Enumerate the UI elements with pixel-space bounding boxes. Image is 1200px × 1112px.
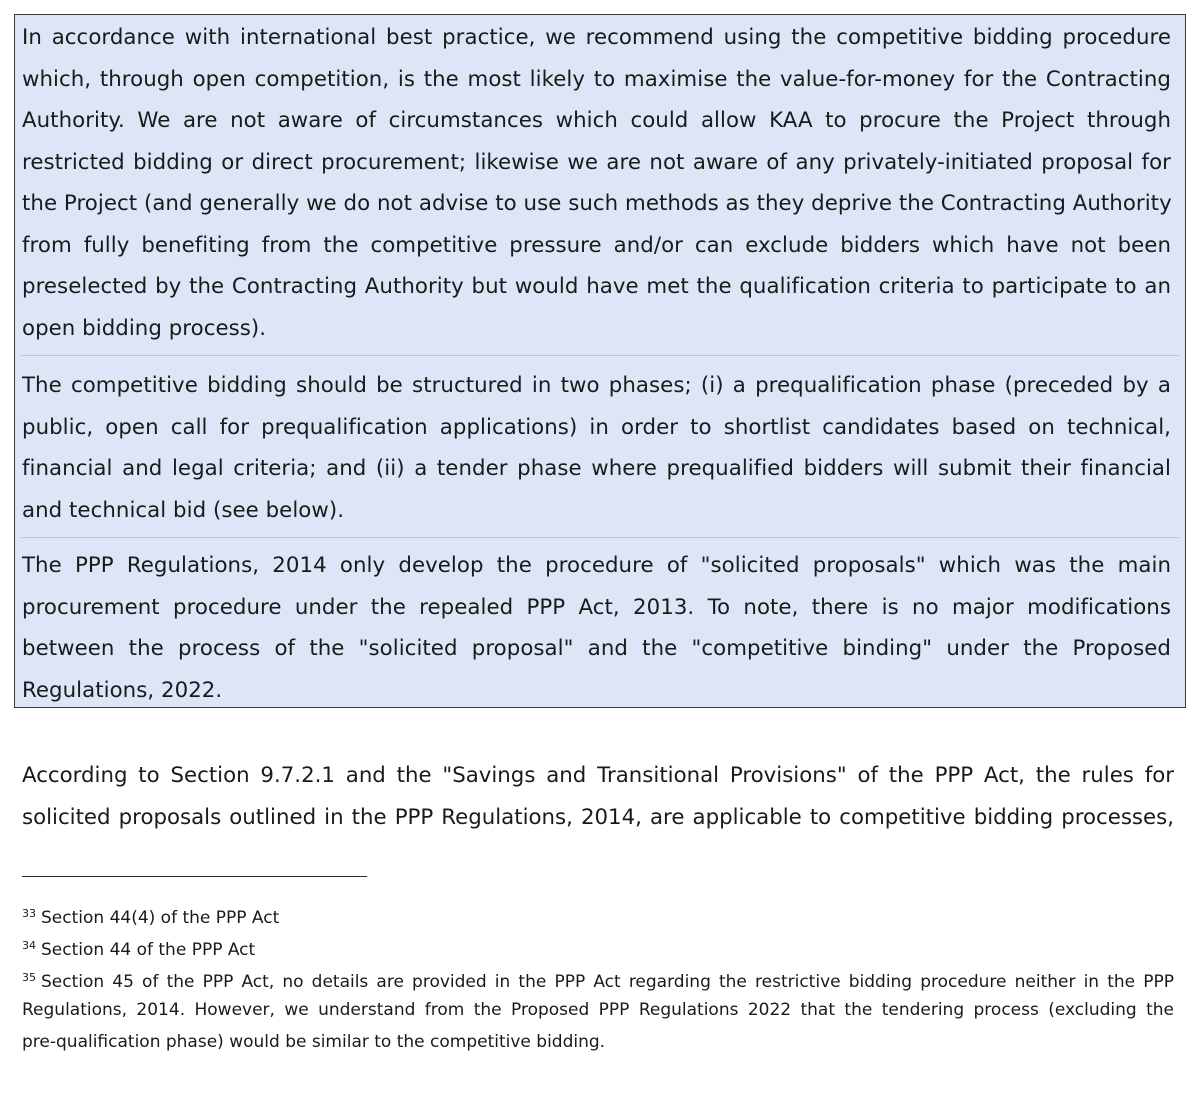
body-paragraph-line: According to Section 9.7.2.1 and the "Savings and Transitional Provisions" of the PPP Act, the rules for — [22, 763, 1174, 788]
box-paragraph-2-line: and technical bid (see below). — [22, 497, 345, 523]
body-paragraph-line: solicited proposals outlined in the PPP Regulations, 2014, are applicable to competitive bidding processes, — [22, 804, 1174, 830]
box-paragraph-1-line: the Project (and generally we do not advise to use such methods as they deprive the Contracting Authority — [22, 191, 1172, 216]
footnote-number: 35 — [22, 971, 36, 984]
footnote-text: Section 44(4) of the PPP Act — [41, 908, 280, 928]
box-paragraph-3-line: Regulations, 2022. — [22, 677, 223, 703]
box-paragraph-1-line: In accordance with international best practice, we recommend using the competitive bidding procedure — [22, 25, 1171, 50]
footnote-number: 34 — [22, 939, 36, 952]
box-paragraph-1 — [22, 17, 1171, 349]
box-paragraph-1-line: restricted bidding or direct procurement; likewise we are not aware of any privately-initiated proposal for — [22, 149, 1171, 175]
box-paragraph-1-line: open bidding process). — [22, 315, 267, 341]
paragraph-separator — [21, 355, 1179, 356]
box-paragraph-2 — [22, 365, 1171, 531]
box-paragraph-2-line: financial and legal criteria; and (ii) a tender phase where prequalified bidders will submit their financial — [22, 456, 1171, 481]
footnote-text: Section 44 of the PPP Act — [41, 940, 256, 960]
footnote-34 — [22, 930, 1174, 962]
box-paragraph-3-line: The PPP Regulations, 2014 only develop the procedure of "solicited proposals" which was the main — [22, 553, 1171, 578]
box-paragraph-2-line: public, open call for prequalification applications) in order to shortlist candidates based on technical, — [22, 414, 1171, 440]
footnote-separator — [22, 876, 367, 877]
footnote-33 — [22, 898, 1174, 930]
box-paragraph-1-line: preselected by the Contracting Authority but would have met the qualification criteria to participate to an — [22, 274, 1171, 299]
body-paragraph — [22, 755, 1174, 838]
footnote-35-continued: Regulations, 2014. However, we understand from the Proposed PPP Regulations 2022 that the tendering process (excluding the — [22, 1000, 1174, 1020]
footnotes — [22, 898, 1174, 1058]
box-paragraph-2-line: The competitive bidding should be structured in two phases; (i) a prequalification phase (preceded by a — [22, 373, 1171, 398]
box-paragraph-1-line: from fully benefiting from the competitive pressure and/or can exclude bidders which have not been — [22, 232, 1171, 258]
box-paragraph-3-line: between the process of the "solicited proposal" and the "competitive binding" under the Proposed — [22, 636, 1171, 661]
footnote-35 — [22, 962, 1174, 994]
paragraph-separator — [21, 537, 1179, 538]
box-paragraph-3 — [22, 545, 1171, 711]
footnote-text: Section 45 of the PPP Act, no details are provided in the PPP Act regarding the restrictive bidding procedure neither in the PPP — [41, 972, 1174, 992]
box-paragraph-1-line: Authority. We are not aware of circumstances which could allow KAA to procure the Project through — [22, 108, 1171, 133]
footnote-number: 33 — [22, 907, 36, 920]
footnote-35-continued: pre-qualification phase) would be similar to the competitive bidding. — [22, 1032, 606, 1052]
box-paragraph-1-line: which, through open competition, is the most likely to maximise the value-for-money for the Contracting — [22, 66, 1171, 92]
box-paragraph-3-line: procurement procedure under the repealed PPP Act, 2013. To note, there is no major modifications — [22, 594, 1171, 620]
highlighted-text-box — [14, 14, 1186, 708]
